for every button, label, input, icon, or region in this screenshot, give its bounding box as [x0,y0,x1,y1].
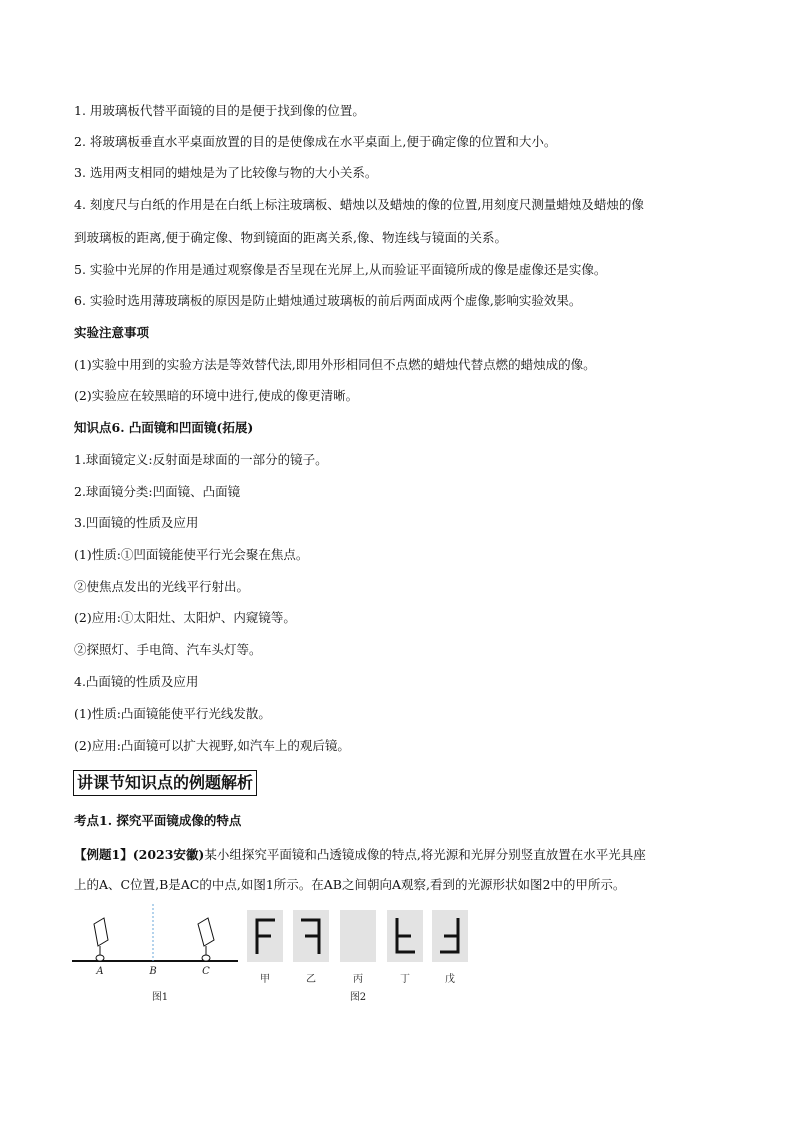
text-line-concave: 3.凹面镜的性质及应用 [74,515,199,530]
f-shape-wu [440,918,458,952]
example-source: (2023安徽) [132,847,205,862]
figure-2-caption: 图2 [349,992,367,1003]
text-line-convex-prop: (1)性质:凸面镜能使平行光线发散。 [74,706,271,721]
label-ding: 丁 [400,974,410,985]
text-line-convex-app: (2)应用:凸面镜可以扩大视野,如汽车上的观后镜。 [74,738,350,753]
text-line-concave-prop2: ②使焦点发出的光线平行射出。 [74,579,250,594]
kaodian-heading: 考点1. 探究平面镜成像的特点 [74,813,242,828]
panel-bing [340,910,376,962]
text-line-3: 3. 选用两支相同的蜡烛是为了比较像与物的大小关系。 [74,165,378,180]
text-line-sphere-def: 1.球面镜定义:反射面是球面的一部分的镜子。 [74,452,328,467]
f-shape-ding [397,918,415,952]
light-screen-base [202,955,210,961]
figure-1 [70,902,240,974]
note-2: (2)实验应在较黑暗的环境中进行,使成的像更清晰。 [74,388,359,403]
text-line-concave-prop: (1)性质:①凹面镜能使平行光会聚在焦点。 [74,547,309,562]
panel-yi [293,910,329,962]
f-shape-jia [257,920,275,954]
text-line-4b: 到玻璃板的距离,便于确定像、物到镜面的距离关系,像、物连线与镜面的关系。 [74,230,507,245]
f-shape-yi [301,920,319,954]
point-b-label: B [149,966,157,977]
label-jia: 甲 [260,974,270,985]
text-line-5: 5. 实验中光屏的作用是通过观察像是否呈现在光屏上,从而验证平面镜所成的像是虚像还是实像。 [74,262,607,277]
label-bing: 丙 [353,974,363,985]
panel-jia [247,910,283,962]
label-yi: 乙 [306,974,316,985]
text-line-2: 2. 将玻璃板垂直水平桌面放置的目的是使像成在水平桌面上,便于确定像的位置和大小。 [74,134,557,149]
example-tag: 【例题1】 [74,847,133,862]
text-line-sphere-class: 2.球面镜分类:凹面镜、凸面镜 [74,484,241,499]
text-line-4: 4. 刻度尺与白纸的作用是在白纸上标注玻璃板、蜡烛以及蜡烛的像的位置,用刻度尺测量蜡烛及蜡烛的像 [74,197,644,212]
panel-wu [432,910,468,962]
text-line-1: 1. 用玻璃板代替平面镜的目的是便于找到像的位置。 [74,103,365,118]
text-line-concave-app: (2)应用:①太阳灶、太阳炉、内窥镜等。 [74,610,296,625]
light-source [94,918,108,946]
text-line-convex: 4.凸面镜的性质及应用 [74,674,199,689]
label-wu: 戊 [445,974,455,985]
notes-heading: 实验注意事项 [74,325,150,340]
panel-ding [387,910,423,962]
light-source-base [96,955,104,961]
example-line-2: 上的A、C位置,B是AC的中点,如图1所示。在AB之间朝向A观察,看到的光源形状如图2中的甲所示。 [74,877,626,892]
example-text-1: 某小组探究平面镜和凸透镜成像的特点,将光源和光屏分别竖直放置在水平光具座 [204,847,646,862]
light-screen [198,918,214,946]
figure-1-caption: 图1 [151,992,169,1003]
text-line-concave-app2: ②探照灯、手电筒、汽车头灯等。 [74,642,262,657]
point-a-label: A [96,966,104,977]
point-c-label: C [202,966,210,977]
text-line-6: 6. 实验时选用薄玻璃板的原因是防止蜡烛通过玻璃板的前后两面成两个虚像,影响实验效果。 [74,293,582,308]
example-line-1 [74,846,646,864]
note-1: (1)实验中用到的实验方法是等效替代法,即用外形相同但不点燃的蜡烛代替点燃的蜡烛成的像。 [74,357,596,372]
knowledge-heading: 知识点6. 凸面镜和凹面镜(拓展) [74,420,254,435]
section-title: 讲课节知识点的例题解析 [73,770,257,796]
